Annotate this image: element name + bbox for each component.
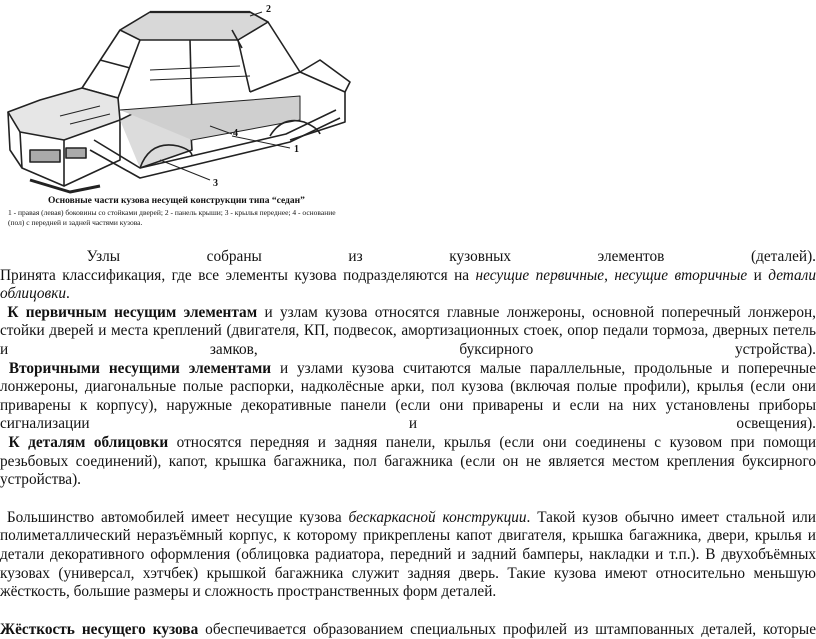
text-line: Большинство автомобилей имеет несущие кузова бескаркасной конструкции. Такой кузов обычно имеет стальной или — [6, 508, 816, 526]
callout-3: 3 — [213, 178, 218, 189]
text-line: резьбовых соединений), капот, крышка багажника, пол багажника (если он не является местом крепления буксирного — [0, 452, 816, 470]
paragraph-frameless — [0, 509, 816, 602]
text-line: Принята классификация, где все элементы кузова подразделяются на несущие первичные, несущие вторичные и детали — [0, 266, 816, 284]
text-line: Вторичными несущими элементами и узлами кузова считаются малые параллельные, продольные и поперечные — [8, 359, 816, 377]
paragraph-classification — [0, 248, 816, 304]
paragraph-secondary-elements — [0, 360, 816, 434]
figure-caption-title: Основные части кузова несущей конструкции типа “седан” — [48, 196, 305, 206]
term-stiffness: Жёсткость несущего кузова — [0, 620, 199, 638]
text-line: стойки дверей и места креплений (двигателя, КП, подвесок, амортизационных стоек, опор педали тормоза, дверных петель — [0, 322, 816, 340]
text-line: детали декоративного оформления (облицовка радиатора, передний и задний бамперы, накладки и т.п.). В двухобъёмных — [0, 545, 816, 563]
text-line: облицовки. — [0, 285, 70, 303]
figure-legend-line: (пол) с передней и задней частями кузова. — [8, 217, 143, 227]
term-cladding: К деталям облицовки — [8, 433, 169, 451]
text-line: сигнализации и освещения). — [0, 415, 816, 433]
term-secondary: Вторичными несущими элементами — [8, 359, 272, 377]
callout-4: 4 — [233, 128, 238, 139]
text-line: Жёсткость несущего кузова обеспечивается образованием специальных профилей из штампованных деталей, которые — [0, 620, 816, 638]
text-line: приварены к корпусу), наружные декоративные панели (если они приварены и если на них установлены приборы — [0, 396, 816, 414]
text-line: кузовах (универсал, хэтчбек) крышкой багажника служит задняя дверь. Такие кузова имеют относительно меньшую — [0, 564, 816, 582]
text-line: и замков, буксирного устройства). — [0, 340, 816, 358]
term-primary: К первичным несущим элементам — [7, 303, 258, 321]
text-line: лонжероны, диагональные полые распорки, надколёсные арки, пол кузова (включая полые профили), крылья (если они — [0, 378, 816, 396]
body-shell-figure — [0, 0, 360, 225]
paragraph-primary-elements — [0, 304, 816, 360]
callout-2: 2 — [266, 4, 271, 15]
text-line: жёсткость, большие размеры и сложность пространственных форм деталей. — [0, 583, 497, 601]
figure-legend-line: 1 - правая (левая) боковины со стойками дверей; 2 - панель крыши; 3 - крылья переднее; 4 - основание — [8, 208, 336, 217]
paragraph-cladding — [0, 434, 816, 490]
paragraph-stiffness — [0, 621, 816, 639]
body-text — [0, 248, 816, 639]
text-line: К первичным несущим элементам и узлам кузова относятся главные лонжероны, основной поперечный лонжерон, — [7, 303, 816, 321]
car-body-illustration — [0, 0, 360, 196]
text-line: К деталям облицовки относятся передняя и задняя панели, крылья (если они соединены с кузовом при помощи — [8, 433, 816, 451]
text-line: Узлы собраны из кузовных элементов (деталей). — [86, 248, 816, 265]
text-line: устройства). — [0, 471, 81, 489]
figure-legend — [8, 208, 348, 227]
callout-1: 1 — [294, 144, 299, 155]
text-line: полиметаллический неразъёмный корпус, к которому прикреплены капот двигателя, крышка багажника, двери, крылья и — [0, 527, 816, 545]
